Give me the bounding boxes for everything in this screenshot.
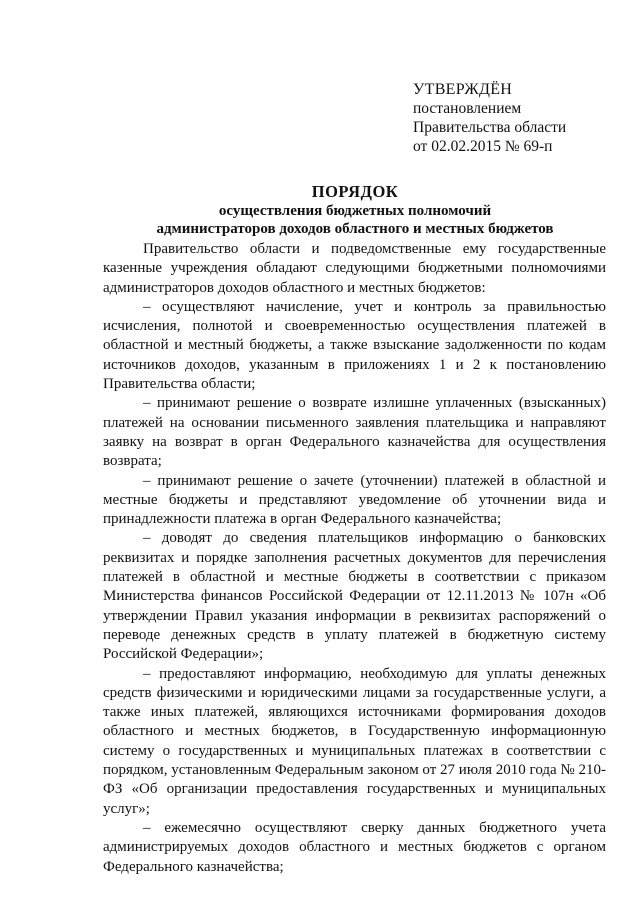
title-main: ПОРЯДОК (311, 182, 399, 201)
list-item: – доводят до сведения плательщиков информацию о банковских реквизитах и порядке заполнения расчетных документов для перечисления платежей в областной и местные бюджеты в соответствии с приказом Министерства финансов Российской Федерации от 12.11.2013 № 107н «Об утверждении Правил указания информации в реквизитах распоряжений о переводе денежных средств в уплату платежей в бюджетную систему Российской Федерации»; (103, 530, 606, 663)
list-item: – принимают решение о возврате излишне уплаченных (взысканных) платежей на основании письменного заявления плательщика и направляют заявку на возврат в орган Федерального казначейства для осуществления возврата; (103, 395, 606, 470)
list-item: – принимают решение о зачете (уточнении) платежей в областной и местные бюджеты и представляют уведомление об уточнении вида и принадлежности платежа в орган Федерального казначейства; (103, 472, 606, 528)
document-body (103, 240, 606, 877)
list-item: – осуществляют начисление, учет и контроль за правильностью исчисления, полнотой и своевременностью осуществления платежей в областной и местный бюджеты, а также взыскание задолженности по кодам источников доходов, указанным в приложениях 1 и 2 к постановлению Правительства области; (103, 298, 606, 393)
approval-date-number: от 02.02.2015 № 69-п (413, 138, 553, 155)
title-subtitle: осуществления бюджетных полномочий (218, 203, 492, 219)
intro-paragraph: Правительство области и подведомственные ему государственные казенные учреждения обладают следующими бюджетными полномочиями администраторов доходов областного и местных бюджетов: (103, 241, 606, 296)
list-item: – ежемесячно осуществляют сверку данных бюджетного учета администрируемых доходов областного и местных бюджетов с органом Федерального казначейства; (103, 819, 606, 875)
list-item: – предоставляют информацию, необходимую для уплаты денежных средств физическими и юридическими лицами за государственные услуги, а также иных платежей, являющихся источниками формирования доходов областного и местных бюджетов, в Государственную информационную систему о государственных и муниципальных платежах в соответствии с порядком, установленным Федеральным законом от 27 июля 2010 года № 210-ФЗ «Об организации предоставления государственных и муниципальных услуг»; (103, 665, 606, 817)
approval-stamp (413, 80, 566, 156)
approval-heading: УТВЕРЖДЁН (413, 81, 513, 98)
approval-line: Правительства области (413, 119, 567, 136)
approval-line: постановлением (413, 100, 522, 117)
title-subtitle: администраторов доходов областного и местных бюджетов (156, 221, 554, 237)
document-title (100, 182, 610, 238)
